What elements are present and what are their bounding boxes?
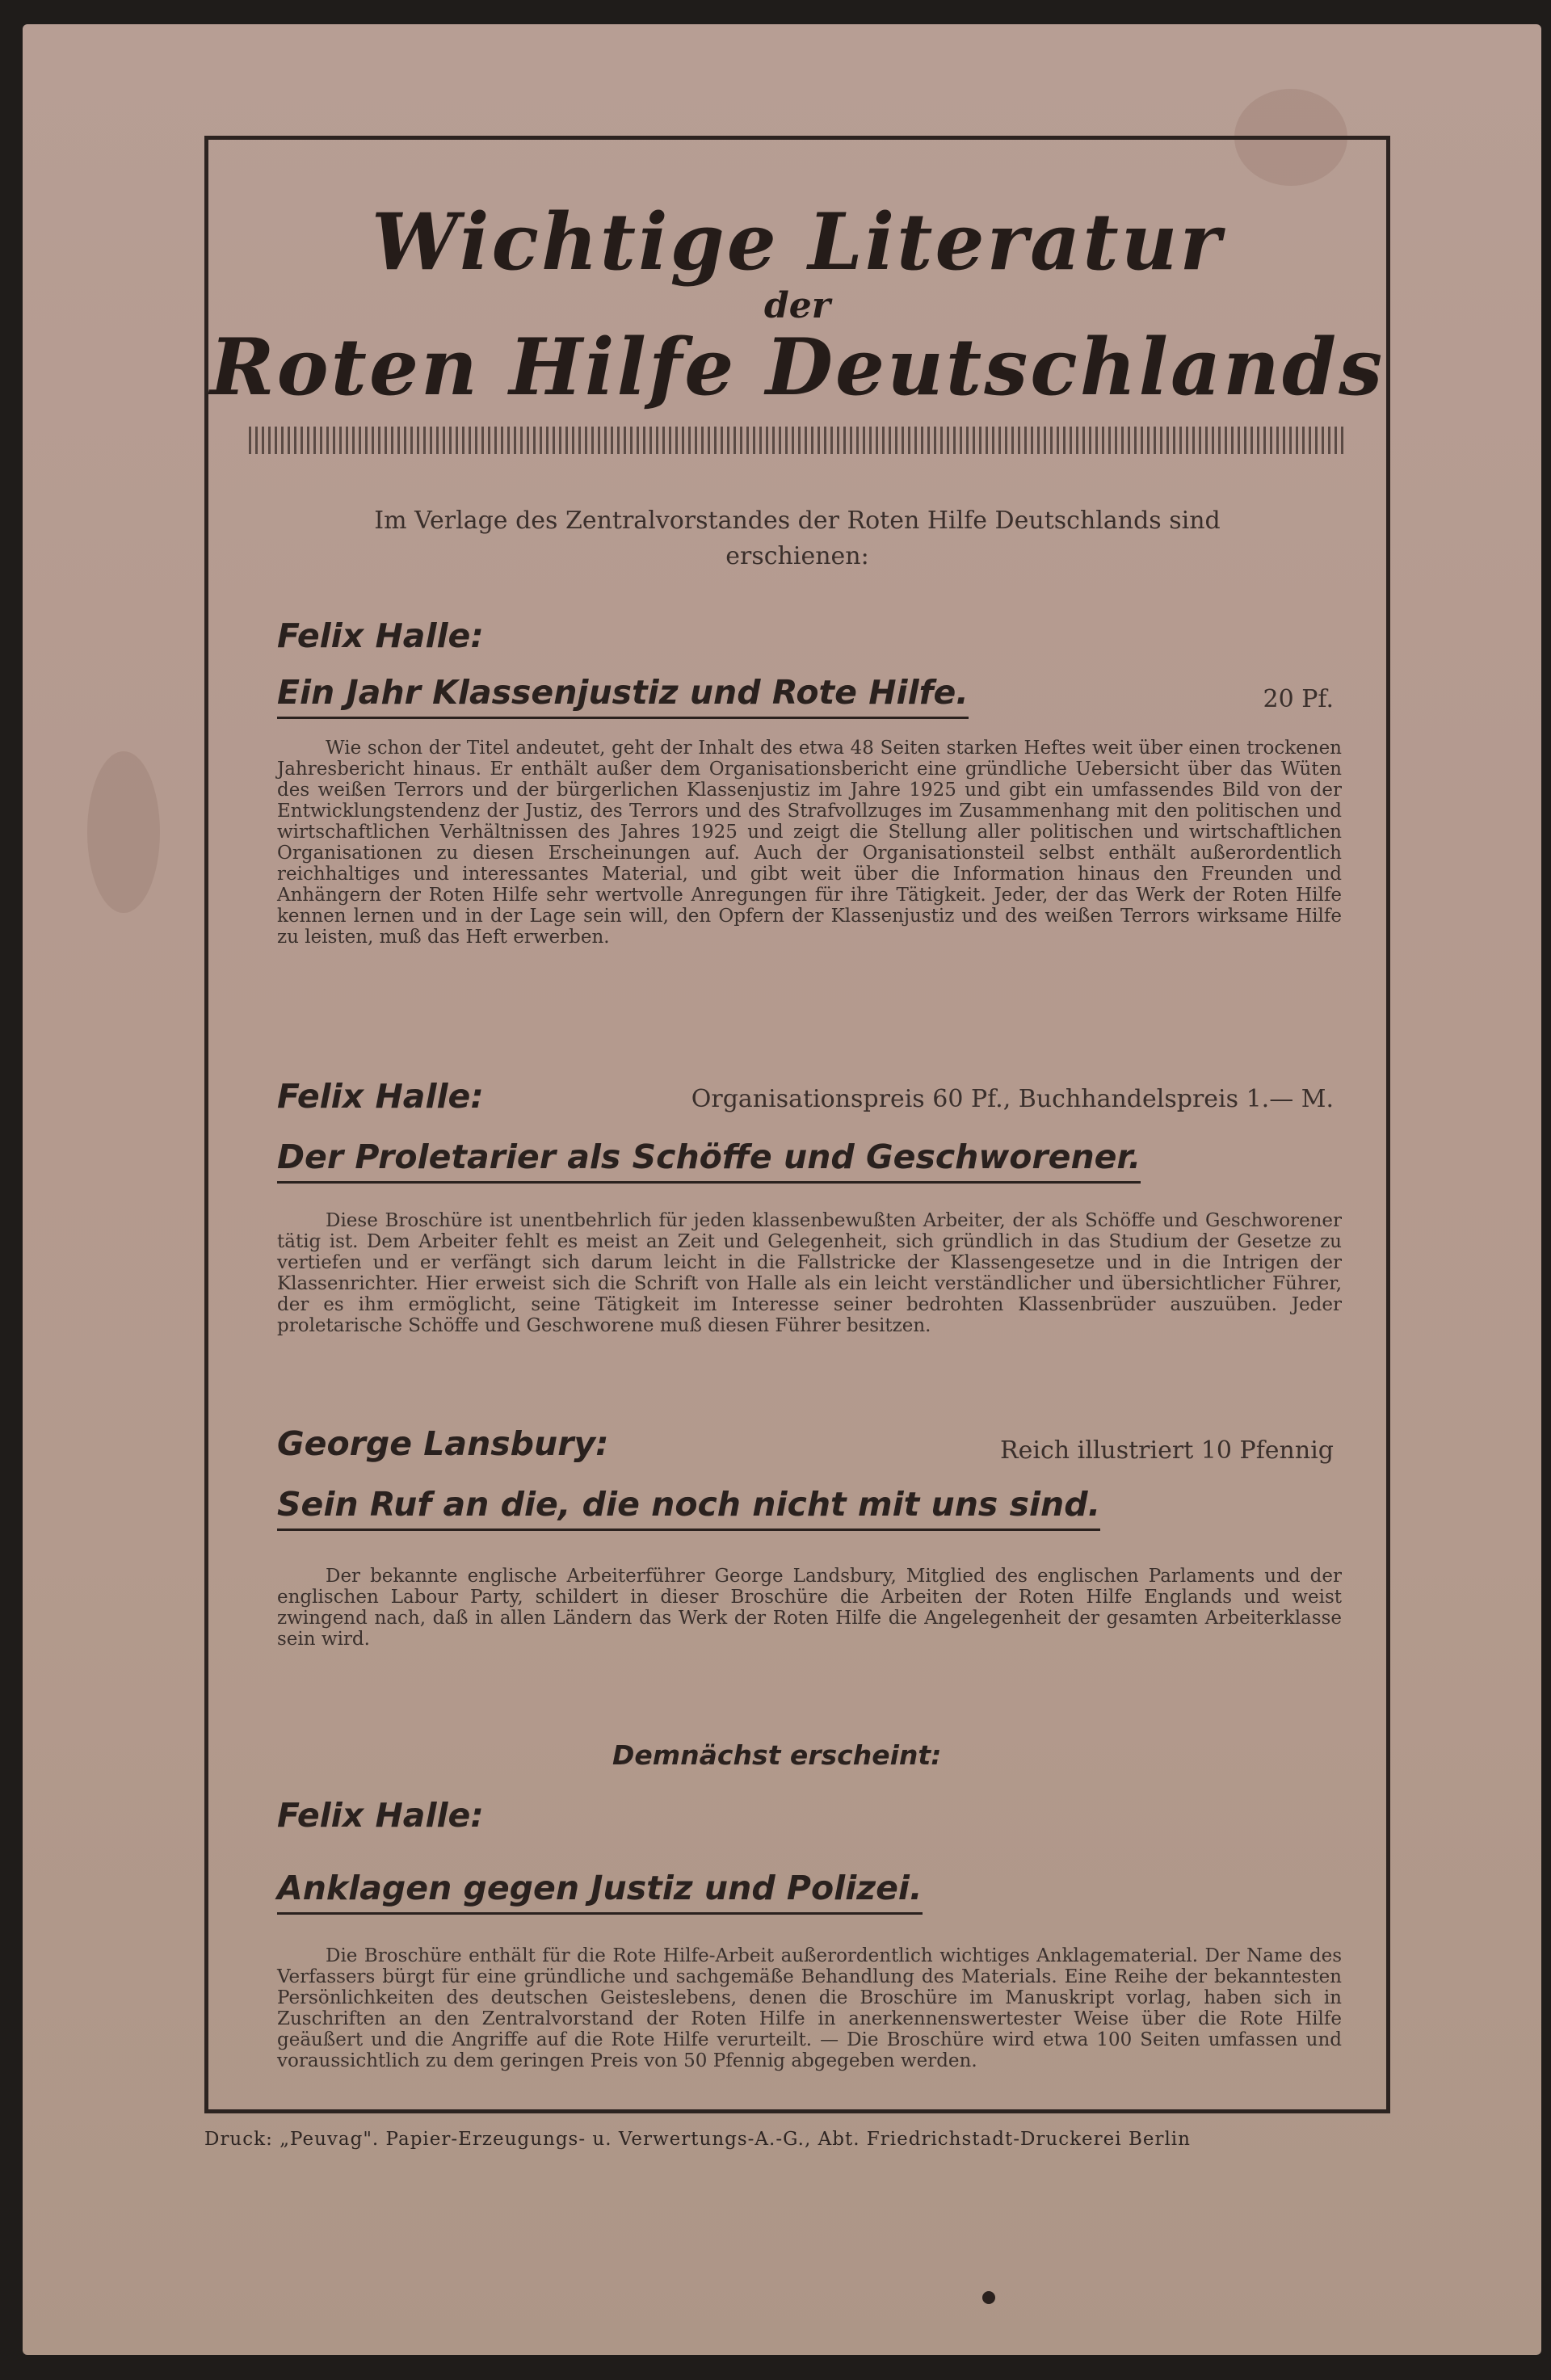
book-description: Die Broschüre enthält für die Rote Hilfe-Arbeit außerordentlich wichtiges Anklagematerial. Der Name des Verfassers bürgt für eine gründliche und sachgemäße Behandlung des Materials. Eine Reihe der bekanntesten Persönlichkeiten des deutschen Geisteslebens, denen die Broschüre im Manuskript vorlag, haben sich in Zuschriften an den Zentralvorstand der Roten Hilfe in anerkennenswertester Weise über die Rote Hilfe geäußert und die Angriffe auf die Rote Hilfe verurteilt. — Die Broschüre wird etwa 100 Seiten umfassen und voraussichtlich zu dem geringen Preis von 50 Pfennig abgegeben werden.	[277, 1945, 1342, 2071]
ink-dot	[982, 2291, 995, 2304]
brochure-back-cover	[23, 24, 1541, 2355]
book-author: George Lansbury:	[277, 1424, 609, 1463]
book-price: Organisationspreis 60 Pf., Buchhandelspreis 1.— M.	[691, 1085, 1334, 1113]
book-author: Felix Halle:	[277, 1077, 484, 1116]
publisher-intro: Im Verlage des Zentralvorstandes der Roten Hilfe Deutschlands sind erschienen:	[374, 507, 1221, 570]
book-author: Felix Halle:	[277, 1796, 484, 1835]
paper-stain	[87, 751, 160, 913]
upcoming-label: Demnächst erscheint:	[612, 1739, 942, 1771]
decorative-rule	[249, 427, 1346, 454]
book-title: Sein Ruf an die, die noch nicht mit uns sind.	[277, 1485, 1100, 1531]
title-connector: der	[764, 285, 830, 326]
book-title: Ein Jahr Klassenjustiz und Rote Hilfe.	[277, 673, 969, 719]
book-title: Der Proletarier als Schöffe und Geschworener.	[277, 1137, 1141, 1184]
printer-imprint: Druck: „Peuvag". Papier-Erzeugungs- u. Verwertungs-A.-G., Abt. Friedrichstadt-Druckerei Berlin	[204, 2129, 1191, 2150]
content-frame	[204, 136, 1390, 2113]
book-description: Diese Broschüre ist unentbehrlich für jeden klassenbewußten Arbeiter, der als Schöffe und Geschworener tätig ist. Dem Arbeiter fehlt es meist an Zeit und Gelegenheit, sich gründlich in das Studium der Gesetze zu vertiefen und er verfängt sich darum leicht in die Fallstricke der Klassengesetze und in die Intrigen der Klassenrichter. Hier erweist sich die Schrift von Halle als ein leicht verständlicher und übersichtlicher Führer, der es ihm ermöglicht, seine Tätigkeit im Interesse seiner bedrohten Klassenbrüder auszuüben. Jeder proletarische Schöffe und Geschworene muß diesen Führer besitzen.	[277, 1210, 1342, 1336]
main-title: Wichtige Literatur	[371, 196, 1224, 288]
book-price: 20 Pf.	[1263, 685, 1334, 713]
book-description: Der bekannte englische Arbeiterführer George Landsbury, Mitglied des englischen Parlaments und der englischen Labour Party, schildert in dieser Broschüre die Arbeiten der Roten Hilfe Englands und weist zwingend nach, daß in allen Ländern das Werk der Roten Hilfe die Angelegenheit der gesamten Arbeiterklasse sein wird.	[277, 1566, 1342, 1650]
book-description: Wie schon der Titel andeutet, geht der Inhalt des etwa 48 Seiten starken Heftes weit über einen trockenen Jahresbericht hinaus. Er enthält außer dem Organisationsbericht eine gründliche Uebersicht über das Wüten des weißen Terrors und der bürgerlichen Klassenjustiz im Jahre 1925 und gibt ein umfassendes Bild von der Entwicklungstendenz der Justiz, des Terrors und des Strafvollzuges im Zusammenhang mit den politischen und wirtschaftlichen Verhältnissen des Jahres 1925 und zeigt die Stellung aller politischen und wirtschaftlichen Organisationen zu diesen Erscheinungen auf. Auch der Organisationsteil selbst enthält außerordentlich reichhaltiges und interessantes Material, und gibt weit über die Information hinaus den Freunden und Anhängern der Roten Hilfe sehr wertvolle Anregungen für ihre Tätigkeit. Jeder, der das Werk der Roten Hilfe kennen lernen und in der Lage sein will, den Opfern der Klassenjustiz und des weißen Terrors wirksame Hilfe zu leisten, muß das Heft erwerben.	[277, 738, 1342, 948]
book-price: Reich illustriert 10 Pfennig	[1000, 1436, 1334, 1465]
book-title: Anklagen gegen Justiz und Polizei.	[277, 1869, 923, 1915]
book-author: Felix Halle:	[277, 616, 484, 655]
organization-title: Roten Hilfe Deutschlands	[209, 322, 1385, 413]
